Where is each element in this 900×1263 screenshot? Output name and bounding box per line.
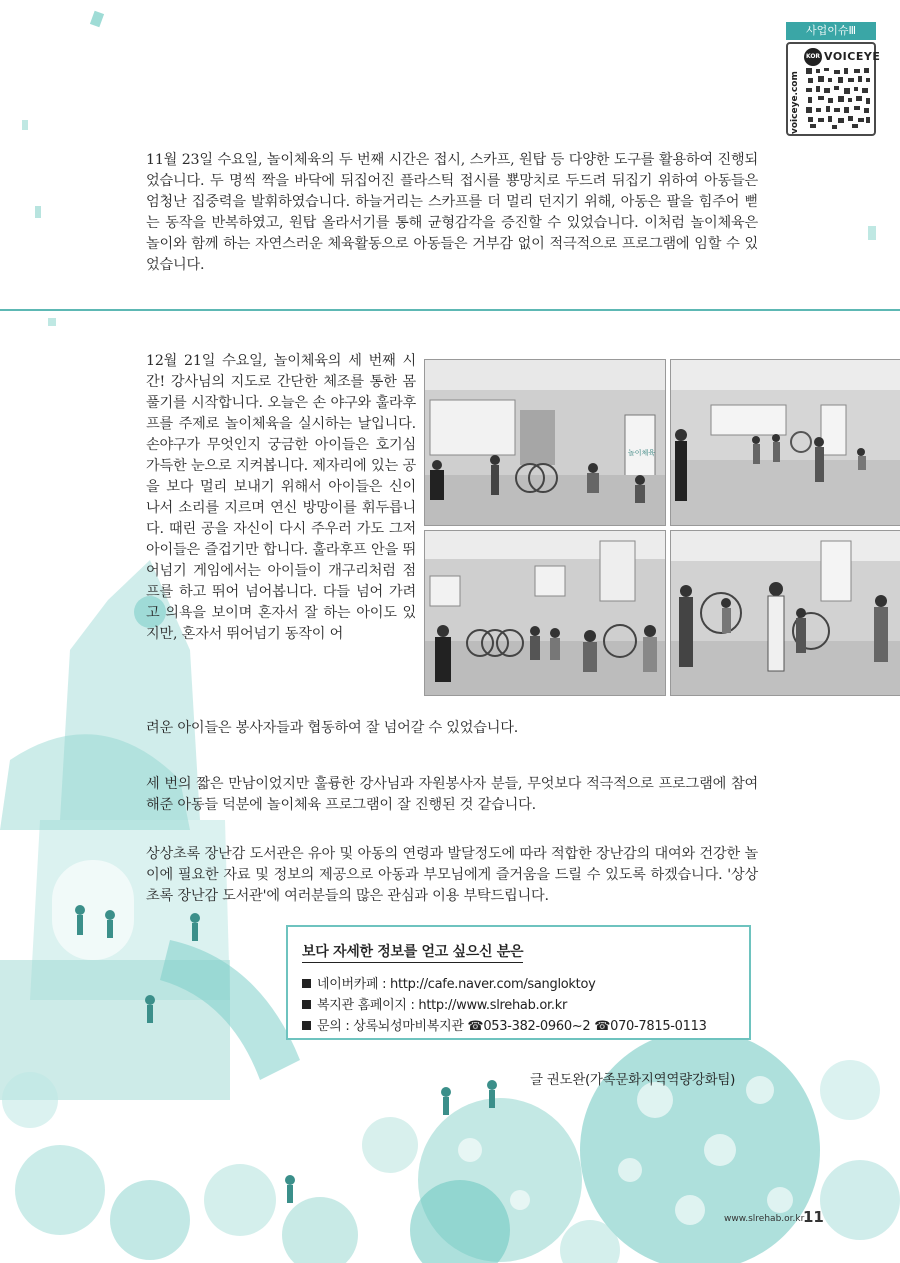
bullet-square-icon	[302, 1000, 311, 1009]
phone-numbers: ☎053-382-0960~2 ☎070-7815-0113	[467, 1019, 707, 1034]
footer-url[interactable]: www.slrehab.or.kr	[724, 1214, 805, 1224]
voiceye-kor-badge: KOR	[804, 48, 822, 66]
banner-text: 놀이체육	[628, 449, 656, 457]
photo-hula-hoop-group	[424, 530, 666, 696]
qr-code-icon	[804, 66, 872, 130]
info-label: 네이버카페 :	[317, 977, 391, 992]
info-line-naver-cafe	[302, 973, 596, 992]
paragraph-third-session: 12월 21일 수요일, 놀이체육의 세 번째 시간! 강사님의 지도로 간단한 체조를 통한 몸 풀기를 시작합니다. 오늘은 손 야구와 훌라후프를 주제로 놀이체육을 실시하는 날입니다. 손야구가 무엇인지 궁금한 아이들은 호기심 가득한 눈으로 지켜봅니다. 제자리에 있는 공을 보다 멀리 보내기 위해서 아이들은 신이 나서 소리를 지르며 연신 방망이를 휘두릅니다. 때린 공을 자신이 다시 주우러 가도 그저 아이들은 즐겁기만 합니다. 훌라후프 안을 뛰어넘기 게임에서는 아이들이 개구리처럼 점프를 하고 뛰어 넘어봅니다. 다들 넘어 가려고 의욕을 보이며 혼자서 잘 하는 아이도 있지만, 혼자서 뛰어넘기 동작이 어	[146, 353, 416, 642]
page-number: 11	[803, 1208, 824, 1226]
bullet-square-icon	[302, 1021, 311, 1030]
section-divider	[0, 309, 900, 311]
contact-info-box	[286, 925, 751, 1040]
paragraph-closing-thanks: 세 번의 짧은 만남이었지만 훌륭한 강사님과 자원봉사자 분들, 무엇보다 적극적으로 프로그램에 참여해준 아동들 덕분에 놀이체육 프로그램이 잘 진행된 것 같습니다.	[146, 776, 758, 813]
info-box-title: 보다 자세한 정보를 얻고 싶으신 분은	[302, 941, 523, 963]
section-tag: 사업이슈Ⅲ	[786, 22, 876, 40]
naver-cafe-link[interactable]: http://cafe.naver.com/sangloktoy	[390, 977, 596, 992]
photo-hand-baseball	[424, 359, 666, 526]
paragraph-toy-library: 상상초록 장난감 도서관은 유아 및 아동의 연령과 발달정도에 따라 적합한 장난감의 대여와 건강한 놀이에 필요한 자료 및 정보의 제공으로 아동과 부모님에게 즐거움을 드릴 수 있도록 하겠습니다. '상상초록 장난감 도서관'에 여러분들의 많은 관심과 이용 부탁드립니다.	[146, 846, 758, 904]
info-line-homepage	[302, 994, 567, 1013]
voiceye-qr-badge	[786, 42, 881, 136]
voiceye-url: voiceye.com	[790, 71, 800, 134]
bullet-square-icon	[302, 979, 311, 988]
homepage-link[interactable]: http://www.slrehab.or.kr	[418, 998, 567, 1013]
info-label: 문의 : 상록뇌성마비복지관	[317, 1019, 468, 1034]
author-credit: 글 권도완(가족문화지역역량강화팀)	[530, 1072, 736, 1088]
photo-hula-hoop-jump	[670, 530, 900, 696]
paragraph-third-session-end: 려운 아이들은 봉사자들과 협동하여 잘 넘어갈 수 있었습니다.	[146, 720, 519, 736]
voiceye-brand: VOICEYE	[824, 50, 881, 63]
photo-gym-running	[670, 359, 900, 526]
info-label: 복지관 홈페이지 :	[317, 998, 419, 1013]
info-line-contact	[302, 1015, 707, 1034]
paragraph-second-session: 11월 23일 수요일, 놀이체육의 두 번째 시간은 접시, 스카프, 원탑 등 다양한 도구를 활용하여 진행되었습니다. 두 명씩 짝을 바닥에 뒤집어진 플라스틱 접시를 뿅망치로 두드려 뒤집기 위하여 아동들은 엄청난 집중력을 발휘하였습니다. 하늘거리는 스카프를 더 멀리 던지기 위해, 아동은 팔을 힘주어 뻗는 동작을 반복하였고, 원탑 올라서기를 통해 균형감각을 증진할 수 있었습니다. 이처럼 놀이체육은 놀이와 함께 하는 자연스러운 체육활동으로 아동들은 거부감 없이 적극적으로 프로그램에 임할 수 있었습니다.	[146, 152, 758, 273]
